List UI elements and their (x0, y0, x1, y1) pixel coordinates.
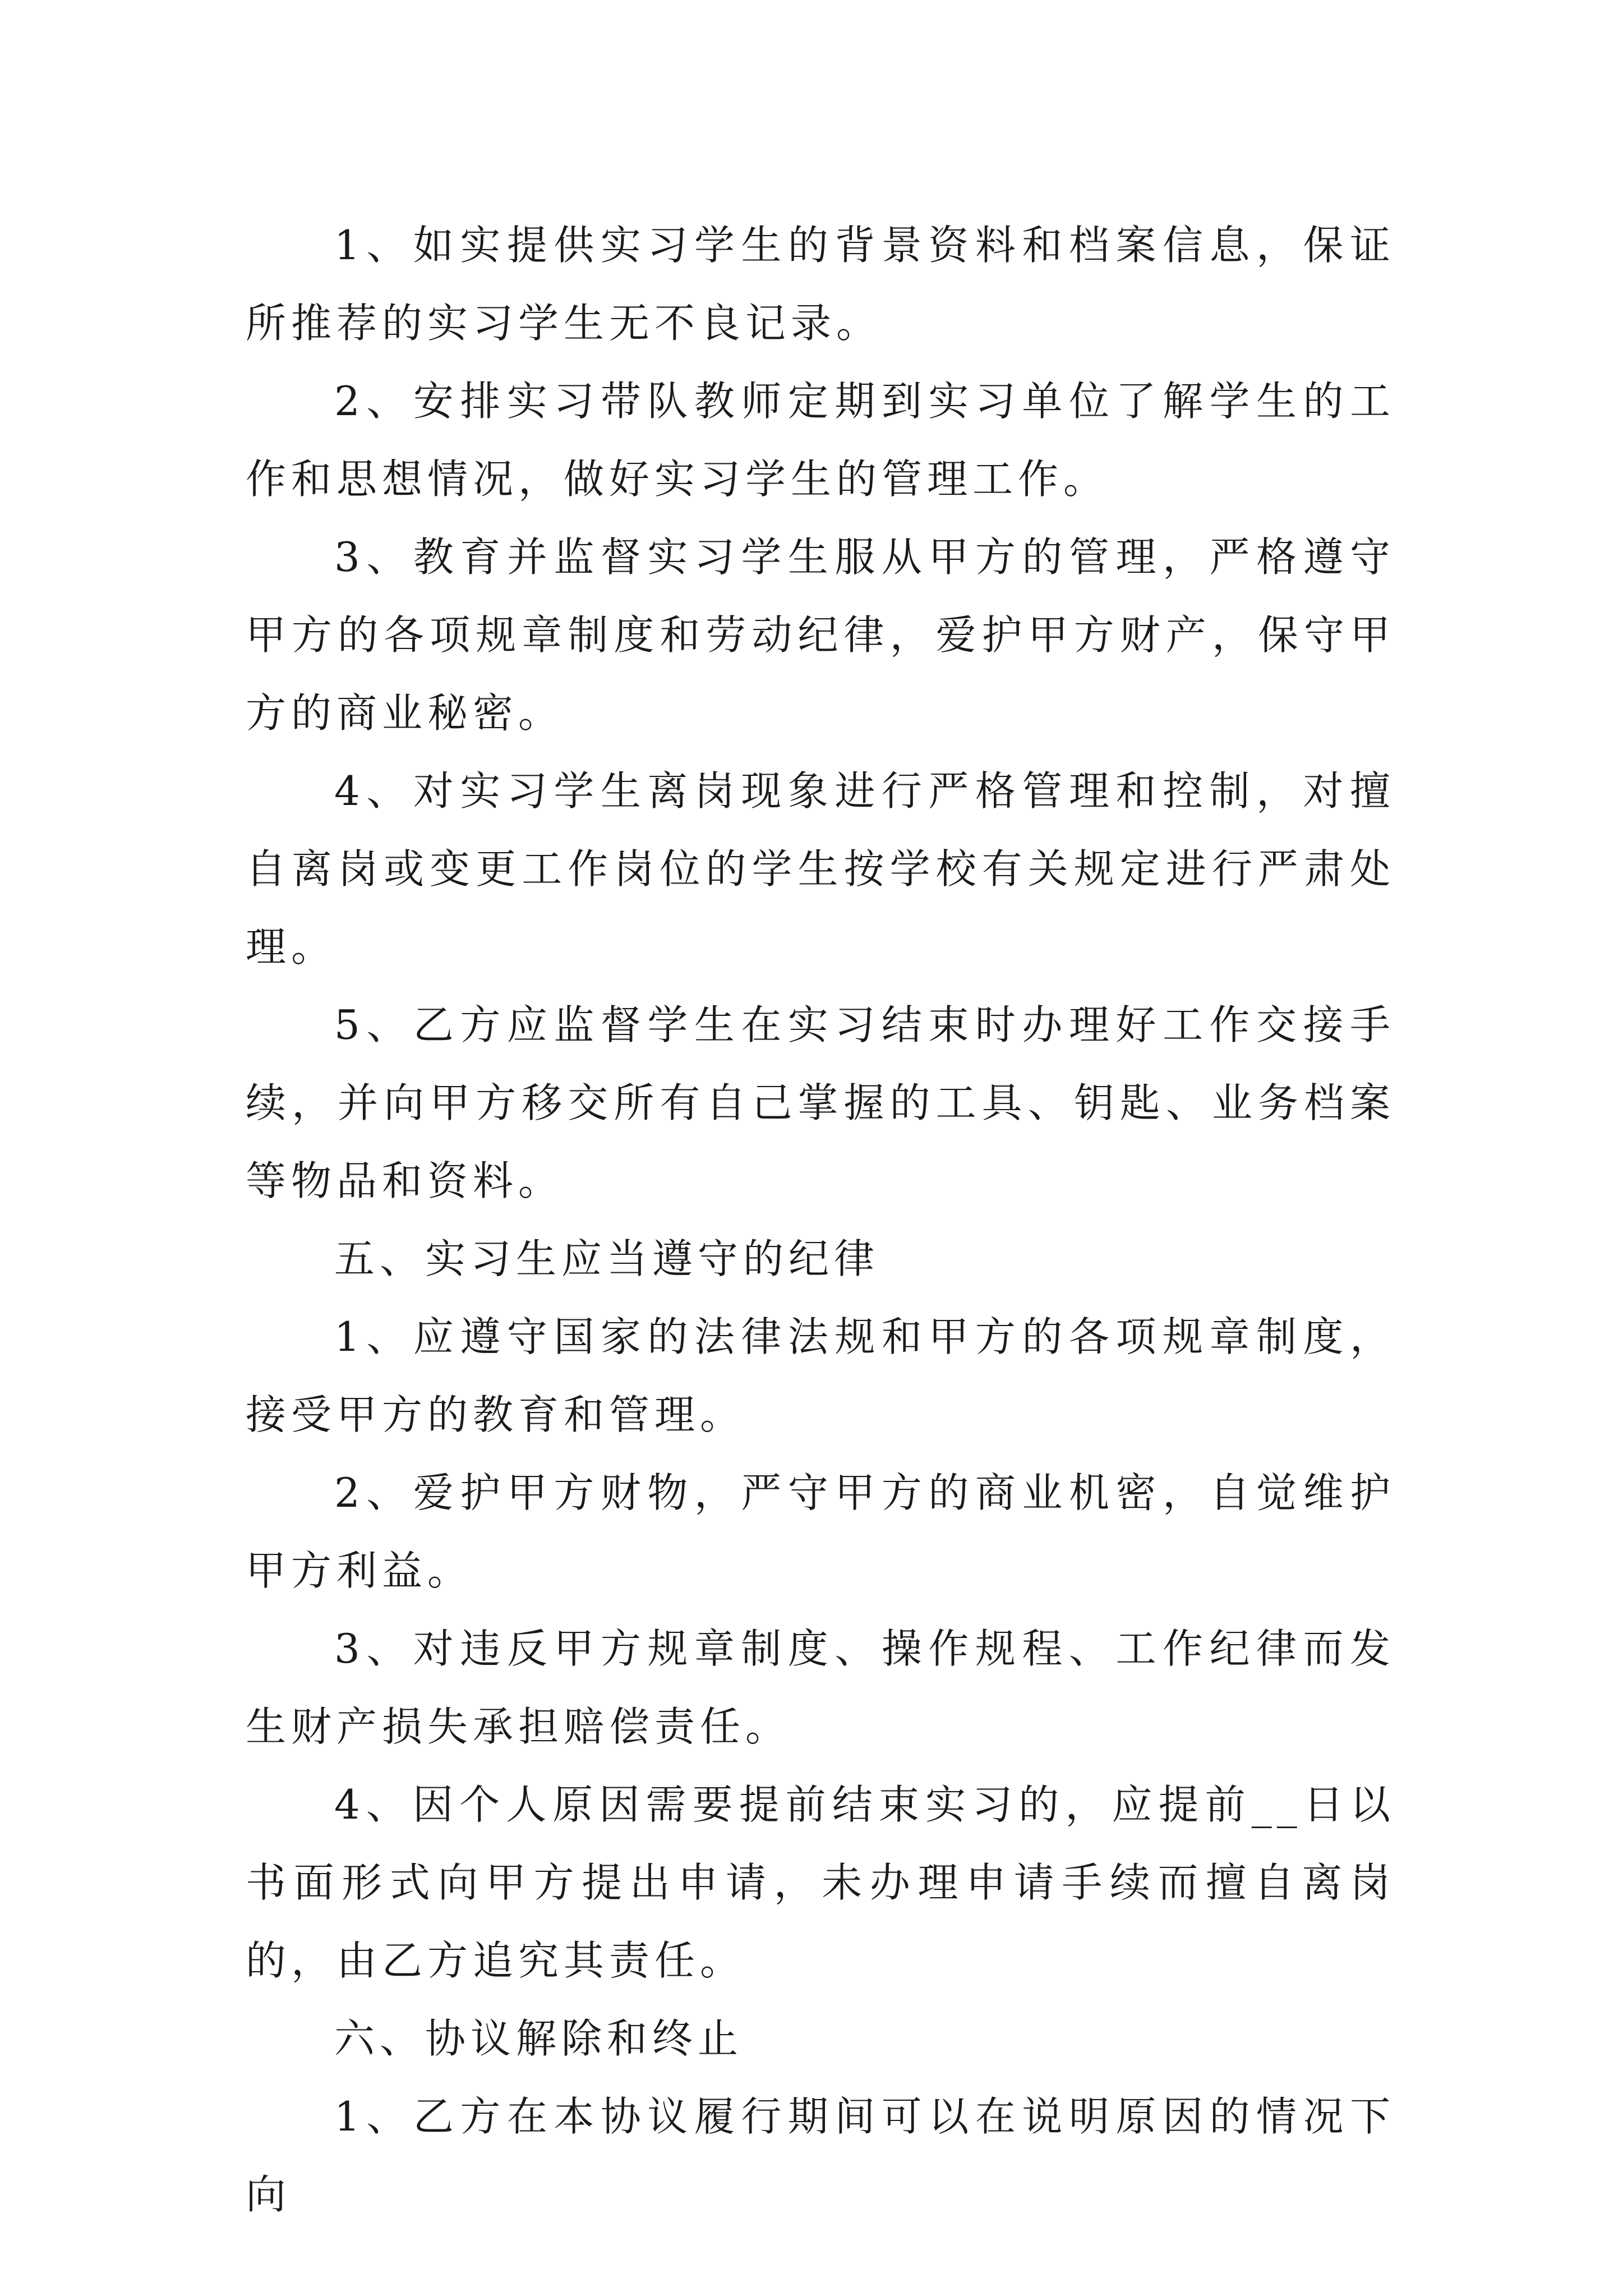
paragraph-school-duty-3: 3、教育并监督实习学生服从甲方的管理，严格遵守甲方的各项规章制度和劳动纪律，爱护甲方财产，保守甲方的商业秘密。 (246, 533, 1395, 737)
paragraph-discipline-2: 2、爱护甲方财物，严守甲方的商业机密，自觉维护甲方利益。 (246, 1469, 1395, 1594)
paragraph-school-duty-4: 4、对实习学生离岗现象进行严格管理和控制，对擅自离岗或变更工作岗位的学生按学校有关规定进行严肃处理。 (246, 767, 1395, 970)
paragraph-discipline-4: 4、因个人原因需要提前结束实习的，应提前__日以书面形式向甲方提出申请，未办理申请手续而擅自离岗的，由乙方追究其责任。 (246, 1781, 1395, 1984)
paragraph-discipline-1: 1、应遵守国家的法律法规和甲方的各项规章制度，接受甲方的教育和管理。 (246, 1313, 1395, 1438)
document-body (246, 206, 1395, 2234)
section-heading-termination: 六、协议解除和终止 (334, 2015, 744, 2062)
paragraph-termination-1: 1、乙方在本协议履行期间可以在说明原因的情况下向 (246, 2093, 1395, 2218)
paragraph-school-duty-1: 1、如实提供实习学生的背景资料和档案信息，保证所推荐的实习学生无不良记录。 (246, 222, 1395, 347)
paragraph-discipline-3: 3、对违反甲方规章制度、操作规程、工作纪律而发生财产损失承担赔偿责任。 (246, 1625, 1395, 1750)
paragraph-school-duty-2: 2、安排实习带队教师定期到实习单位了解学生的工作和思想情况，做好实习学生的管理工作。 (246, 378, 1395, 503)
paragraph-school-duty-5: 5、乙方应监督学生在实习结束时办理好工作交接手续，并向甲方移交所有自己掌握的工具、钥匙、业务档案等物品和资料。 (246, 1001, 1395, 1204)
section-heading-discipline: 五、实习生应当遵守的纪律 (334, 1235, 880, 1282)
